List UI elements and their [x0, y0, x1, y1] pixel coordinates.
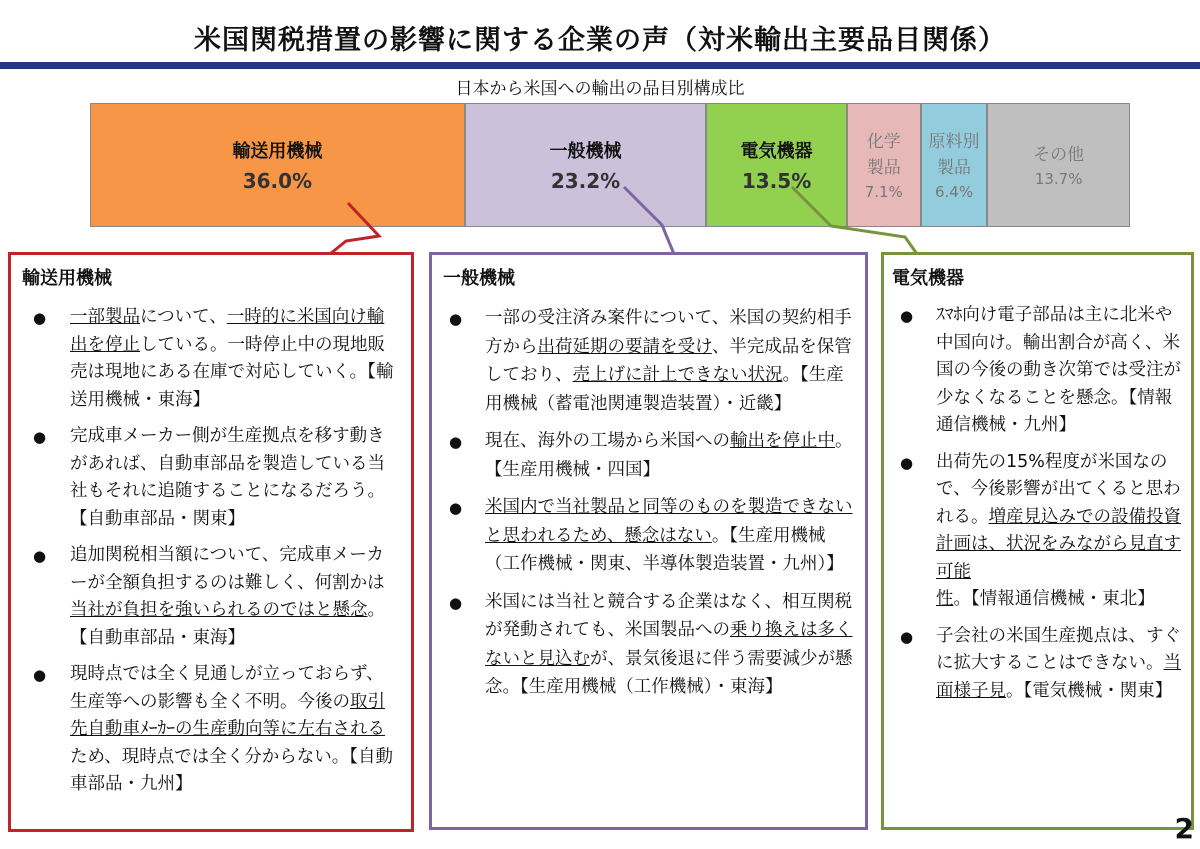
segment-label-line1: 化学	[866, 132, 901, 152]
segment-materials	[921, 103, 988, 227]
comment-text: ため、現時点では全く分からない。【自動車部品・九州】	[70, 746, 394, 794]
comment-text: 米国には当社と競合する企業はなく、相互関税が発動されても、米国製品への	[485, 591, 853, 640]
comment-item	[22, 304, 399, 414]
comment-item	[22, 542, 399, 652]
page-number: 2	[1174, 812, 1194, 845]
comment-text: について、	[140, 307, 227, 327]
comment-text: 。【生産用機械（工作機械・関東、半導体製造装置・九州）】	[485, 525, 844, 574]
comment-text: 子会社の米国生産拠点は、すぐに拡大することはできない。	[936, 625, 1181, 673]
comment-text: 。【生産用機械（蓄電池関連製造装置）・近畿】	[485, 365, 844, 414]
segment-label: その他	[1033, 145, 1085, 165]
chart-subtitle: 日本から米国への輸出の品目別構成比	[455, 79, 745, 99]
comment-text: 現時点では全く見通しが立っておらず、生産等への影響も全く不明。今後の	[70, 664, 384, 712]
panel-transport	[8, 252, 414, 832]
comment-emphasis: 米国内で当社製品と同等のものを製造できないと思われるため、懸念はない	[485, 497, 853, 546]
panel-general-machinery	[429, 252, 868, 830]
comment-emphasis: 売上げに計上できない状況	[572, 365, 783, 385]
segment-chemical	[847, 103, 921, 227]
composition-bar	[90, 103, 1130, 227]
comment-emphasis: 当社が負担を強いられるのではと懸念	[70, 600, 368, 620]
panel-electrical	[881, 252, 1194, 830]
comment-text: 現在、海外の工場から米国への	[485, 431, 730, 451]
comment-text: ｽﾏﾎ向け電子部品は主に北米や中国向け。輸出割合が高く、米国の今後の動き次第では受注が少なくなることを懸念。【情報通信機械・九州】	[936, 305, 1181, 435]
comment-item	[892, 449, 1185, 614]
comment-emphasis: 当面様子見	[936, 653, 1181, 701]
segment-electrical	[706, 103, 847, 227]
comment-text: が、景気後退に伴う需要減少が懸念。【生産用機械（工作機械）・東海】	[485, 648, 853, 697]
comment-emphasis: 乗り換えは多くないと見込む	[485, 620, 853, 669]
segment-label-line2: 製品	[866, 158, 901, 178]
comment-item	[892, 302, 1185, 440]
comment-text: 一部の受注済み案件について、米国の契約相手方から	[485, 308, 852, 357]
comment-text: している。一時停止中の現地販売は現地にある在庫で対応していく。【輸送用機械・東海】	[70, 334, 394, 410]
comment-list	[443, 304, 853, 702]
comment-item	[892, 623, 1185, 706]
segment-label: 一般機械	[549, 141, 622, 162]
page-title: 米国関税措置の影響に関する企業の声（対米輸出主要品目関係）	[194, 25, 1006, 56]
segment-share: 36.0%	[242, 169, 313, 193]
panel-heading: 電気機器	[892, 268, 964, 289]
comment-text: 。【電気機械・関東】	[1006, 680, 1173, 701]
comment-emphasis: 輸出を停止中	[730, 431, 835, 451]
comment-item	[22, 661, 399, 799]
comment-item	[443, 588, 853, 702]
comment-emphasis: 出荷延期の要請を受け	[537, 336, 712, 357]
comment-text: 追加関税相当額について、完成車メーカーが全額負担するのは難しく、何割かは	[70, 545, 385, 593]
comment-emphasis: 一時的に米国向け輸出を停止	[70, 307, 385, 355]
segment-label: 輸送用機械	[232, 141, 323, 162]
panel-heading: 輸送用機械	[22, 268, 112, 289]
segment-other	[987, 103, 1130, 227]
segment-label-line2: 製品	[937, 158, 972, 178]
comment-text: 出荷先の15%程度が米国なので、今後影響が出てくると思われる。	[936, 451, 1181, 527]
segment-share: 23.2%	[550, 169, 621, 193]
comment-list	[892, 302, 1185, 705]
comment-item	[443, 493, 853, 579]
comment-text: 。【生産用機械・四国】	[485, 431, 853, 480]
comment-emphasis: 増産見込みでの設備投資計画は、状況をみながら見直す可能性	[936, 506, 1181, 609]
segment-share: 6.4%	[934, 183, 974, 201]
panel-heading: 一般機械	[443, 268, 515, 289]
comment-text: 。【情報通信機械・東北】	[953, 589, 1155, 609]
comment-text: 、半完成品を保管しており、	[485, 336, 852, 385]
segment-label-line1: 原料別	[928, 132, 980, 152]
comment-text: 完成車メーカー側が生産拠点を移す動きがあれば、自動車部品を製造している当社もそれに追随することになるだろう。【自動車部品・関東】	[70, 426, 385, 529]
comment-item	[443, 304, 853, 418]
comment-emphasis: 取引先自動車ﾒｰｶｰの生産動向等に左右される	[70, 691, 385, 739]
comment-emphasis: 一部製品	[70, 307, 140, 327]
segment-transport	[90, 103, 465, 227]
segment-label: 電気機器	[740, 141, 813, 162]
comment-text: 。【自動車部品・東海】	[70, 600, 385, 648]
segment-share: 7.1%	[864, 183, 903, 201]
segment-share: 13.7%	[1034, 170, 1083, 188]
segment-share: 13.5%	[741, 169, 812, 193]
segment-general-machinery	[465, 103, 707, 227]
comment-list	[22, 304, 399, 799]
comment-item	[22, 423, 399, 533]
title-rule	[0, 62, 1200, 69]
comment-item	[443, 427, 853, 484]
